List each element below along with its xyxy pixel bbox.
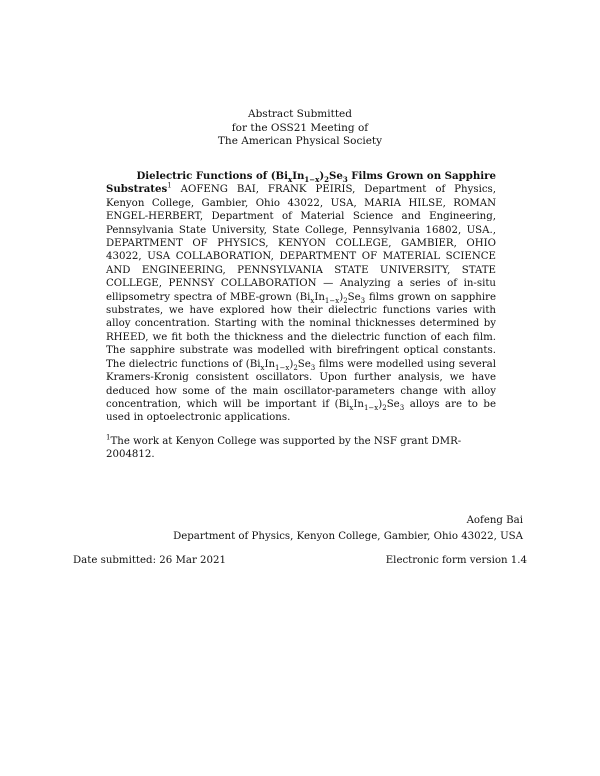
title-paren: ) <box>319 170 325 182</box>
signature-affiliation: Department of Physics, Kenyon College, Gambier, Ohio 43022, USA <box>173 531 523 542</box>
formula-text: ) <box>289 358 294 370</box>
signature-name: Aofeng Bai <box>466 515 523 526</box>
formula-sub: 3 <box>399 403 405 412</box>
formula-sub: 3 <box>360 296 366 305</box>
formula-text: Se <box>297 358 311 370</box>
formula-text: ) <box>339 291 344 303</box>
footnote <box>106 435 496 461</box>
formula-sub: 1−x <box>324 296 340 305</box>
header-line-1: Abstract Submitted <box>248 108 352 120</box>
title-subscript-3: 3 <box>342 175 348 185</box>
title-subscript-2: 2 <box>324 175 330 185</box>
abstract-body-1: — Analyzing a series of in-situ ellipsometry spectra of MBE-grown (Bi <box>106 278 496 303</box>
formula-sub: 3 <box>310 363 316 372</box>
abstract-body-4: alloys are to be used in optoelectronic applications. <box>106 398 496 424</box>
title-subscript-x: x <box>288 175 293 185</box>
title-text: Dielectric Functions of (Bi <box>136 170 289 182</box>
abstract-block <box>106 170 496 425</box>
abstract-authors: AOFENG BAI, FRANK PEIRIS, Department of Physics, Kenyon College, Gambier, Ohio 43022, USA, MARIA HILSE, ROMAN ENGEL-HERBERT, Department of Material Science and Engineering, Pennsylvania State University, State College, Pennsylvania 16802, USA., DEPARTMENT OF PHYSICS, KENYON COLLEGE, GAMBIER, OHIO 43022, USA COLLABORATION, DEPARTMENT OF MATERIAL SCIENCE AND ENGINEERING, PENNSYLVANIA STATE UNIVERSITY, STATE COLLEGE, PENNSY COLLABORATION <box>106 184 496 290</box>
date-submitted: Date submitted: 26 Mar 2021 <box>73 555 226 566</box>
formula-sub: 2 <box>343 296 348 305</box>
title-text-rest: Films Grown on Sapphire <box>347 170 496 182</box>
title-footnote-mark: 1 <box>167 182 172 191</box>
submission-header <box>0 108 600 149</box>
abstract-body <box>106 183 496 424</box>
header-line-2: for the OSS21 Meeting of <box>231 121 369 134</box>
formula-sub: 1−x <box>275 363 290 372</box>
header-line-3: The American Physical Society <box>217 135 383 147</box>
form-version: Electronic form version 1.4 <box>385 555 527 566</box>
formula-text: Se <box>347 291 361 303</box>
footnote-text: The work at Kenyon College was supported by the NSF grant DMR-2004812. <box>106 436 462 460</box>
abstract-title-line-2: Substrates <box>106 183 168 196</box>
abstract-body-2: films grown on sapphire substrates, we have explored how their dielectric functions varies with alloy concentration. Starting with the nominal thicknesses determined by RHEED, we fit both the thickness and the dielectric function of each film. The sapphire substrate was modelled with birefringent optical constants. The dielectric functions of (Bi <box>106 291 496 370</box>
title-text-in: In <box>292 170 305 182</box>
formula-sub: x <box>260 363 265 372</box>
footnote-mark: 1 <box>106 433 111 442</box>
formula-sub: 2 <box>293 363 298 372</box>
formula-text: Se <box>386 398 400 410</box>
formula-text: In <box>314 291 325 303</box>
abstract-title-line-1 <box>106 170 496 183</box>
formula-sub: 2 <box>382 403 387 412</box>
formula-text: ) <box>378 398 383 410</box>
abstract-body-3: films were modelled using several Kramers-Kronig consistent oscillators. Upon further analysis, we have deduced how some of the main oscillator-parameters change with alloy concentration, which will be important if (Bi <box>106 358 496 410</box>
formula-sub: x <box>349 403 354 412</box>
formula-sub: 1−x <box>363 403 379 412</box>
formula-text: In <box>353 398 364 410</box>
title-subscript-1mx: 1−x <box>304 175 320 185</box>
signature-block <box>173 513 523 545</box>
formula-text: In <box>264 358 276 370</box>
formula-sub: x <box>310 296 315 305</box>
title-text-se: Se <box>329 170 343 182</box>
